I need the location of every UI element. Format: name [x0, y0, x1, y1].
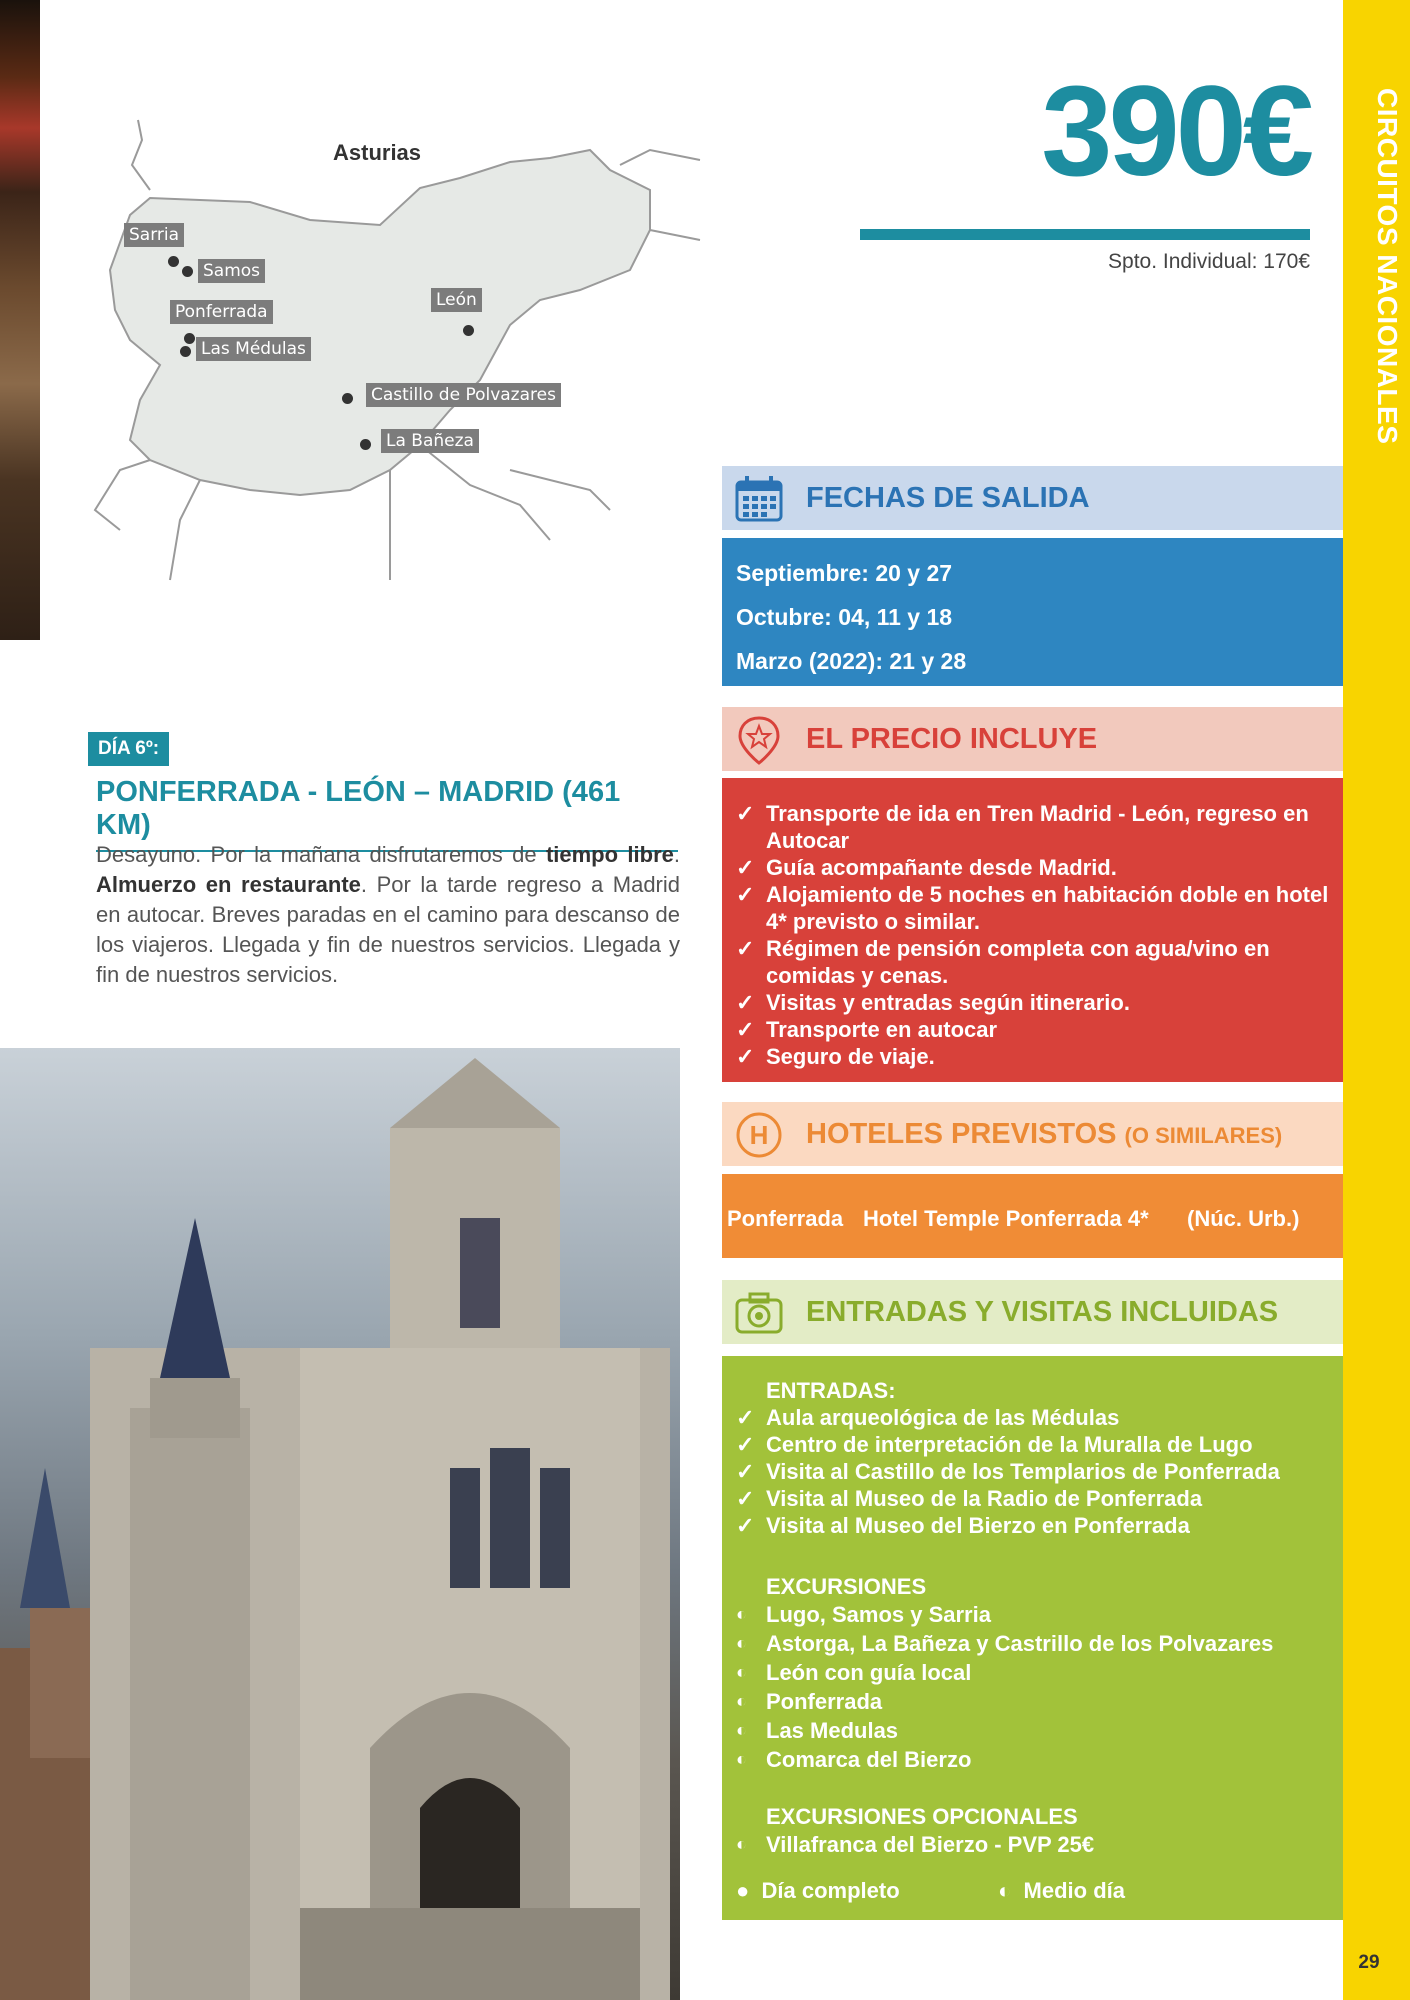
include-item: ✓ Régimen de pensión completa con agua/vino en comidas y cenas.: [736, 935, 1336, 989]
day-description: Desayuno. Por la mañana disfrutaremos de tiempo libre. Almuerzo en restaurante. Por la tarde regreso a Madrid en autocar. Breves paradas en el camino para descanso de los viajeros. Llegada y fin de nuestros servicios. Llegada y fin de nuestros servicios.: [96, 842, 680, 987]
map-label-castillo: Castillo de Polvazares: [366, 383, 561, 407]
map-dot-castillo: [342, 393, 353, 404]
map-label-ponferrada: Ponferrada: [170, 300, 273, 324]
half-circle-icon: ◐: [998, 1878, 1012, 1903]
hotel-name: Hotel Temple Ponferrada 4*: [863, 1206, 1149, 1231]
price-includes-title: EL PRECIO INCLUYE: [806, 723, 1098, 755]
full-circle-icon: ●: [736, 1878, 750, 1903]
entries-title: ENTRADAS Y VISITAS INCLUIDAS: [806, 1296, 1279, 1328]
hotel-city: Ponferrada: [727, 1206, 844, 1231]
palace-illustration: [0, 1048, 680, 2000]
departure-dates-body: [722, 538, 1343, 686]
entries-header: [722, 1280, 1343, 1344]
entries-heading: ENTRADAS:: [766, 1378, 896, 1403]
excursion-item: ◐ Astorga, La Bañeza y Castrillo de los Polvazares: [736, 1629, 1336, 1658]
map-region-label: Asturias: [333, 140, 422, 165]
price-amount: 390€: [1041, 60, 1310, 203]
camera-icon: [734, 1288, 784, 1338]
entry-item: ✓ Visita al Museo de la Radio de Ponferrada: [736, 1485, 1336, 1512]
map-label-las-medulas: Las Médulas: [196, 337, 311, 361]
single-supplement: Spto. Individual: 170€: [1108, 250, 1310, 273]
map-label-samos: Samos: [198, 259, 265, 283]
map-dot-ponferrada: [184, 333, 195, 344]
map-label-leon: León: [431, 288, 482, 312]
legend-half-day: ◐ Medio día: [998, 1878, 1125, 1903]
svg-text:H: H: [749, 1120, 769, 1150]
excursion-item: ◐ Ponferrada: [736, 1687, 1336, 1716]
include-item: ✓ Transporte de ida en Tren Madrid - León, regreso en Autocar: [736, 800, 1336, 854]
price-includes-body: [722, 778, 1343, 1082]
entry-item: ✓ Visita al Museo del Bierzo en Ponferrada: [736, 1512, 1336, 1539]
entry-item: ✓ Aula arqueológica de las Médulas: [736, 1404, 1336, 1431]
map-label-la-baneza: La Bañeza: [381, 429, 479, 453]
section-label: CIRCUITOS NACIONALES: [1372, 88, 1403, 445]
price-includes-header: [722, 707, 1343, 771]
date-line: Octubre: 04, 11 y 18: [736, 604, 953, 630]
calendar-icon: [734, 474, 784, 524]
legend-full-day: ● Día completo: [736, 1878, 900, 1903]
hotels-title: HOTELES PREVISTOS (O SIMILARES): [806, 1118, 1283, 1150]
map-dot-la-baneza: [360, 439, 371, 450]
star-badge-icon: [734, 715, 784, 765]
map-dot-samos: [182, 266, 193, 277]
price-underline: [860, 229, 1310, 240]
excursions-heading: EXCURSIONES: [766, 1574, 927, 1599]
hotels-body: [722, 1174, 1343, 1258]
excursion-item: ◐ León con guía local: [736, 1658, 1336, 1687]
entry-item: ✓ Centro de interpretación de la Muralla de Lugo: [736, 1431, 1336, 1458]
hotel-zone: (Núc. Urb.): [1187, 1206, 1300, 1231]
map-label-sarria: Sarria: [124, 223, 184, 247]
excursion-item: ◐ Las Medulas: [736, 1716, 1336, 1745]
hotel-icon: [734, 1110, 784, 1160]
include-item: ✓ Visitas y entradas según itinerario.: [736, 989, 1336, 1016]
departure-dates-header: [722, 466, 1343, 530]
day-title: PONFERRADA - LEÓN – MADRID (461 KM): [96, 776, 678, 852]
include-item: ✓ Transporte en autocar: [736, 1016, 1336, 1043]
include-item: ✓ Alojamiento de 5 noches en habitación doble en hotel 4* previsto o similar.: [736, 881, 1336, 935]
left-edge-photo: [0, 0, 40, 640]
excursion-item: ◐ Comarca del Bierzo: [736, 1745, 1336, 1774]
map-dot-sarria: [168, 256, 179, 267]
entries-body: [722, 1356, 1343, 1920]
hotels-header: [722, 1102, 1343, 1166]
departure-dates-title: FECHAS DE SALIDA: [806, 482, 1090, 514]
date-line: Marzo (2022): 21 y 28: [736, 648, 967, 674]
map-dot-las-medulas: [180, 346, 191, 357]
optional-excursions-heading: EXCURSIONES OPCIONALES: [766, 1804, 1078, 1829]
map-dot-leon: [463, 325, 474, 336]
day-tag: DÍA 6º:: [88, 732, 169, 766]
page-number: 29: [1358, 1952, 1380, 1973]
palace-photo: [0, 1048, 680, 2000]
entry-item: ✓ Visita al Castillo de los Templarios de Ponferrada: [736, 1458, 1336, 1485]
optional-excursion-item: ◐ Villafranca del Bierzo - PVP 25€: [736, 1830, 1336, 1859]
include-item: ✓ Guía acompañante desde Madrid.: [736, 854, 1336, 881]
date-line: Septiembre: 20 y 27: [736, 560, 953, 586]
include-item: ✓ Seguro de viaje.: [736, 1043, 1336, 1070]
excursion-item: ◐ Lugo, Samos y Sarria: [736, 1600, 1336, 1629]
